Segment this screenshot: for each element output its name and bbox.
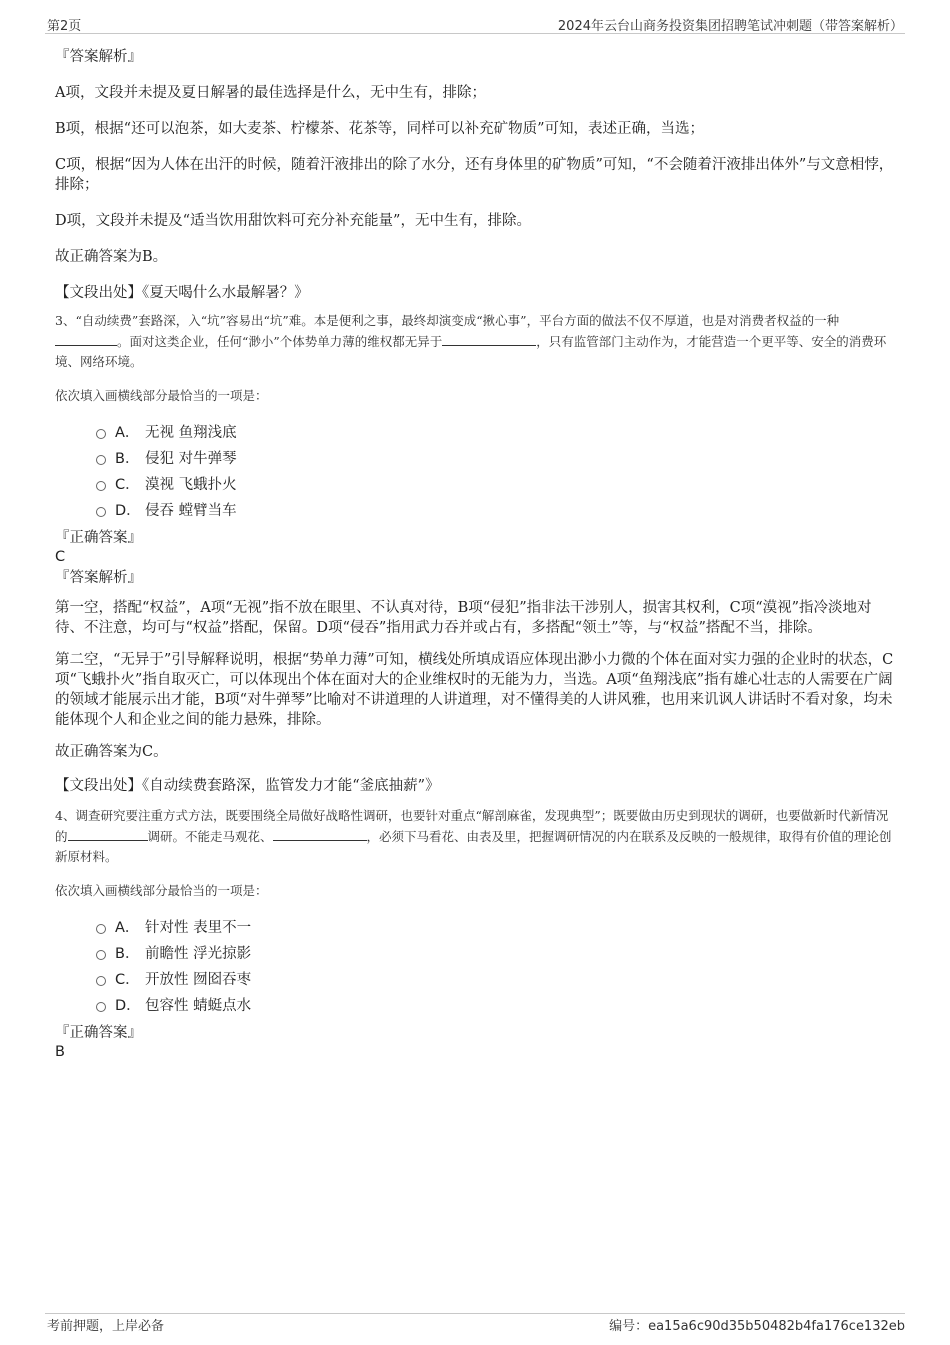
blank-line	[68, 826, 148, 841]
radio-icon[interactable]	[96, 429, 106, 439]
analysis-heading: 『答案解析』	[55, 570, 142, 586]
answer-statement: 故正确答案为C。	[55, 744, 168, 760]
footer-slogan: 考前押题，上岸必备	[47, 1319, 165, 1334]
question-3-options	[55, 420, 895, 524]
blank-line	[442, 331, 536, 346]
answer-statement: 故正确答案为B。	[55, 249, 168, 265]
option-c[interactable]: C． 开放性 囫囵吞枣	[55, 967, 895, 993]
page-footer	[45, 1313, 905, 1336]
option-c[interactable]: C． 漠视 飞蛾扑火	[55, 472, 895, 498]
page-number: 第2页	[47, 19, 82, 34]
source-citation: 【文段出处】《夏天喝什么水最解暑？》	[55, 285, 309, 301]
question-4-options	[55, 915, 895, 1019]
document-body	[55, 42, 895, 1061]
blank-line	[273, 826, 367, 841]
analysis-paragraph: C项，根据“因为人体在出汗的时候，随着汗液排出的除了水分，还有身体里的矿物质”可知，“不会随着汗液排出体外”与文意相悖，排除；	[55, 157, 894, 193]
analysis-paragraph: 第一空，搭配“权益”，A项“无视”指不放在眼里、不认真对待，B项“侵犯”指非法干涉别人，损害其权利，C项“漠视”指冷淡地对待、不注意，均可与“权益”搭配，保留。D项“侵吞”指用武力吞并或占有，多搭配“领土”等，与“权益”搭配不当，排除。	[55, 600, 872, 636]
radio-icon[interactable]	[96, 481, 106, 491]
analysis-paragraph: A项，文段并未提及夏日解暑的最佳选择是什么，无中生有，排除；	[55, 85, 486, 101]
radio-icon[interactable]	[96, 924, 106, 934]
correct-answer: B	[55, 1044, 65, 1060]
correct-answer: C	[55, 549, 66, 565]
analysis-heading: 『答案解析』	[55, 49, 142, 65]
blank-line	[55, 331, 117, 346]
analysis-paragraph: 第二空，“无异于”引导解释说明，根据“势单力薄”可知，横线处所填成语应体现出渺小力微的个体在面对实力强的企业时的状态，C项“飞蛾扑火”指自取灭亡，可以体现出个体在面对大的企业维权时的无能为力，当选。A项“鱼翔浅底”指有雄心壮志的人需要在广阔的领域才能展示出才能，B项“对牛弹琴”比喻对不讲道理的人讲道理，对不懂得美的人讲风雅，也用来讥讽人讲话时不看对象，均未能体现个人和企业之间的能力悬殊，排除。	[55, 652, 894, 728]
option-a[interactable]: A． 无视 鱼翔浅底	[55, 420, 895, 446]
question-prompt: 依次填入画横线部分最恰当的一项是：	[55, 388, 268, 403]
question-3-stem: 3、“自动续费”套路深，入“坑”容易出“坑”难。本是便利之事，最终却演变成“揪心事”，平台方面的做法不仅不厚道，也是对消费者权益的一种。面对这类企业，任何“渺小”个体势单力薄的维权都无异于 ，只有监管部门主动作为，才能营造一个更平等、安全的消费环境、网络环境。	[55, 313, 887, 369]
correct-answer-heading: 『正确答案』	[55, 530, 142, 546]
question-prompt: 依次填入画横线部分最恰当的一项是：	[55, 883, 268, 898]
option-d[interactable]: D． 侵吞 螳臂当车	[55, 498, 895, 524]
radio-icon[interactable]	[96, 507, 106, 517]
option-a[interactable]: A． 针对性 表里不一	[55, 915, 895, 941]
radio-icon[interactable]	[96, 455, 106, 465]
option-d[interactable]: D． 包容性 蜻蜓点水	[55, 993, 895, 1019]
option-b[interactable]: B． 前瞻性 浮光掠影	[55, 941, 895, 967]
option-b[interactable]: B． 侵犯 对牛弹琴	[55, 446, 895, 472]
radio-icon[interactable]	[96, 976, 106, 986]
radio-icon[interactable]	[96, 1002, 106, 1012]
question-4-stem: 4、调查研究要注重方式方法，既要围绕全局做好战略性调研，也要针对重点“解剖麻雀，发现典型”；既要做由历史到现状的调研，也要做新时代新情况的 调研。不能走马观花、 ，必须下马看花、由表及里，把握调研情况的内在联系及反映的一般规律，取得有价值的理论创新原材料。	[55, 808, 892, 864]
page-header	[45, 13, 905, 34]
correct-answer-heading: 『正确答案』	[55, 1025, 142, 1041]
document-id: 编号：ea15a6c90d35b50482b4fa176ce132eb	[609, 1319, 905, 1334]
analysis-paragraph: B项，根据“还可以泡茶，如大麦茶、柠檬茶、花茶等，同样可以补充矿物质”可知，表述正确，当选；	[55, 121, 704, 137]
source-citation: 【文段出处】《自动续费套路深，监管发力才能“釜底抽薪”》	[55, 778, 440, 794]
analysis-paragraph: D项，文段并未提及“适当饮用甜饮料可充分补充能量”，无中生有，排除。	[55, 213, 531, 229]
radio-icon[interactable]	[96, 950, 106, 960]
document-title: 2024年云台山商务投资集团招聘笔试冲刺题（带答案解析）	[557, 19, 903, 34]
